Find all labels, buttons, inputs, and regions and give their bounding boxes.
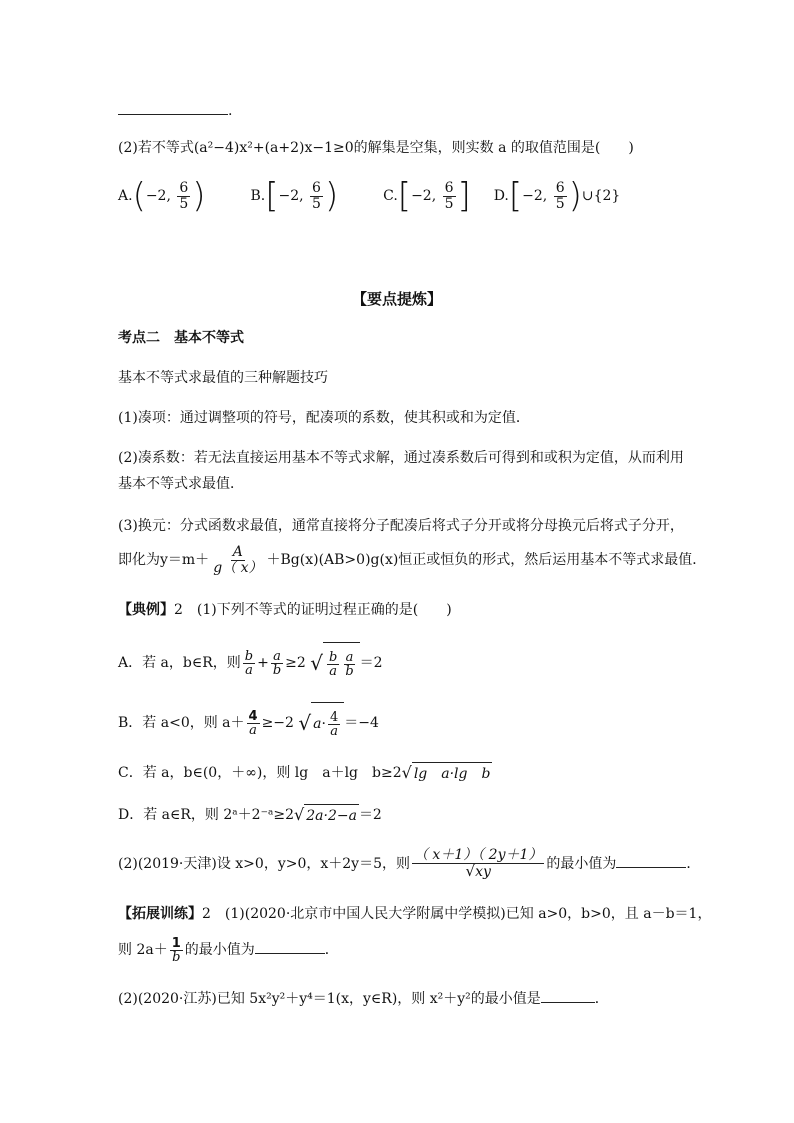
answer-blank-line: .: [118, 100, 232, 121]
fill-blank: [616, 853, 686, 868]
example-question-2: (2)(2019·天津)设 x>0，y>0，x＋2y＝5，则 $\frac{( x+1)( 2y+1)}{√xy}$ 的最小值为 ．: [118, 847, 701, 880]
intro-text: 基本不等式求最值的三种解题技巧: [118, 370, 328, 386]
example-option-c: C．若 a，b∈(0，＋∞)，则 lg a＋lg b≥2√ lg a·lg b: [118, 763, 491, 782]
tip3-fraction: $\frac{A}{g( x)}$: [213, 543, 263, 576]
question-2-stem: (2)若不等式(a²−4)x²+(a+2)x−1≥0的解集是空集，则实数 a 的取值范围是( ): [118, 140, 634, 156]
fill-blank: [118, 100, 228, 115]
example-option-d: D．若 a∈R，则 2ᵃ＋2⁻ᵃ≥2√ 2a·2−a ＝2: [118, 805, 382, 824]
option-c: C.[−2, $\frac{6}{5}$ ]: [383, 176, 471, 216]
example-stem: 【典例】2 (1)下列不等式的证明过程正确的是( ): [118, 602, 452, 618]
tip-2-line-2: 基本不等式求最值．: [118, 476, 244, 492]
kaodian-title: 考点二 基本不等式: [118, 330, 244, 346]
fill-blank: [255, 939, 325, 954]
extension-stem: 【拓展训练】2 (1)(2020·北京市中国人民大学附属中学模拟)已知 a>0，b>0，且 a－b＝1，: [118, 906, 712, 922]
example-option-b: B．若 a<0，则 a＋ $\frac{4}{a}$ ≥−2 √ a· $\frac{4}{a}$ ＝−4: [118, 702, 379, 742]
question-2-options: [118, 178, 620, 214]
tip-3-line-2: 即化为y＝m＋ $\frac{A}{g( x)}$ ＋Bg(x)(AB>0)g(x)恒正或恒负的形式，然后运用基本不等式求最值．: [118, 543, 707, 576]
section-heading: 【要点提炼】: [351, 290, 442, 308]
option-d: D.[−2, $\frac{6}{5}$ )∪{2}: [493, 176, 621, 216]
q2-fraction: $\frac{( x+1)( 2y+1)}{√xy}$: [413, 847, 543, 880]
tip-3-line-1: (3)换元：分式函数求最值，通常直接将分子配凑后将式子分开或将分母换元后将式子分开，: [118, 518, 684, 534]
fill-blank: [541, 988, 595, 1003]
extension-question-2: (2)(2020·江苏)已知 5x²y²＋y⁴＝1(x，y∈R)，则 x²＋y²的最小值是 ．: [118, 988, 609, 1009]
option-a: A.(−2, $\frac{6}{5}$ ): [118, 176, 206, 216]
extension-line-2: 则 2a＋ $\frac{1}{b}$ 的最小值为 ．: [118, 935, 339, 965]
option-b: B.[−2, $\frac{6}{5}$ ): [250, 176, 339, 216]
example-option-a: A．若 a，b∈R，则 $\frac{b}{a}$ + $\frac{a}{b}$ ≥2 √ $\frac{b}{a}$ $\frac{a}{b}$ ＝2: [118, 642, 383, 682]
tip-1: (1)凑项：通过调整项的符号，配凑项的系数，使其积或和为定值．: [118, 410, 530, 426]
tip-2-line-1: (2)凑系数：若无法直接运用基本不等式求解，通过凑系数后可得到和或积为定值，从而利用: [118, 450, 684, 466]
